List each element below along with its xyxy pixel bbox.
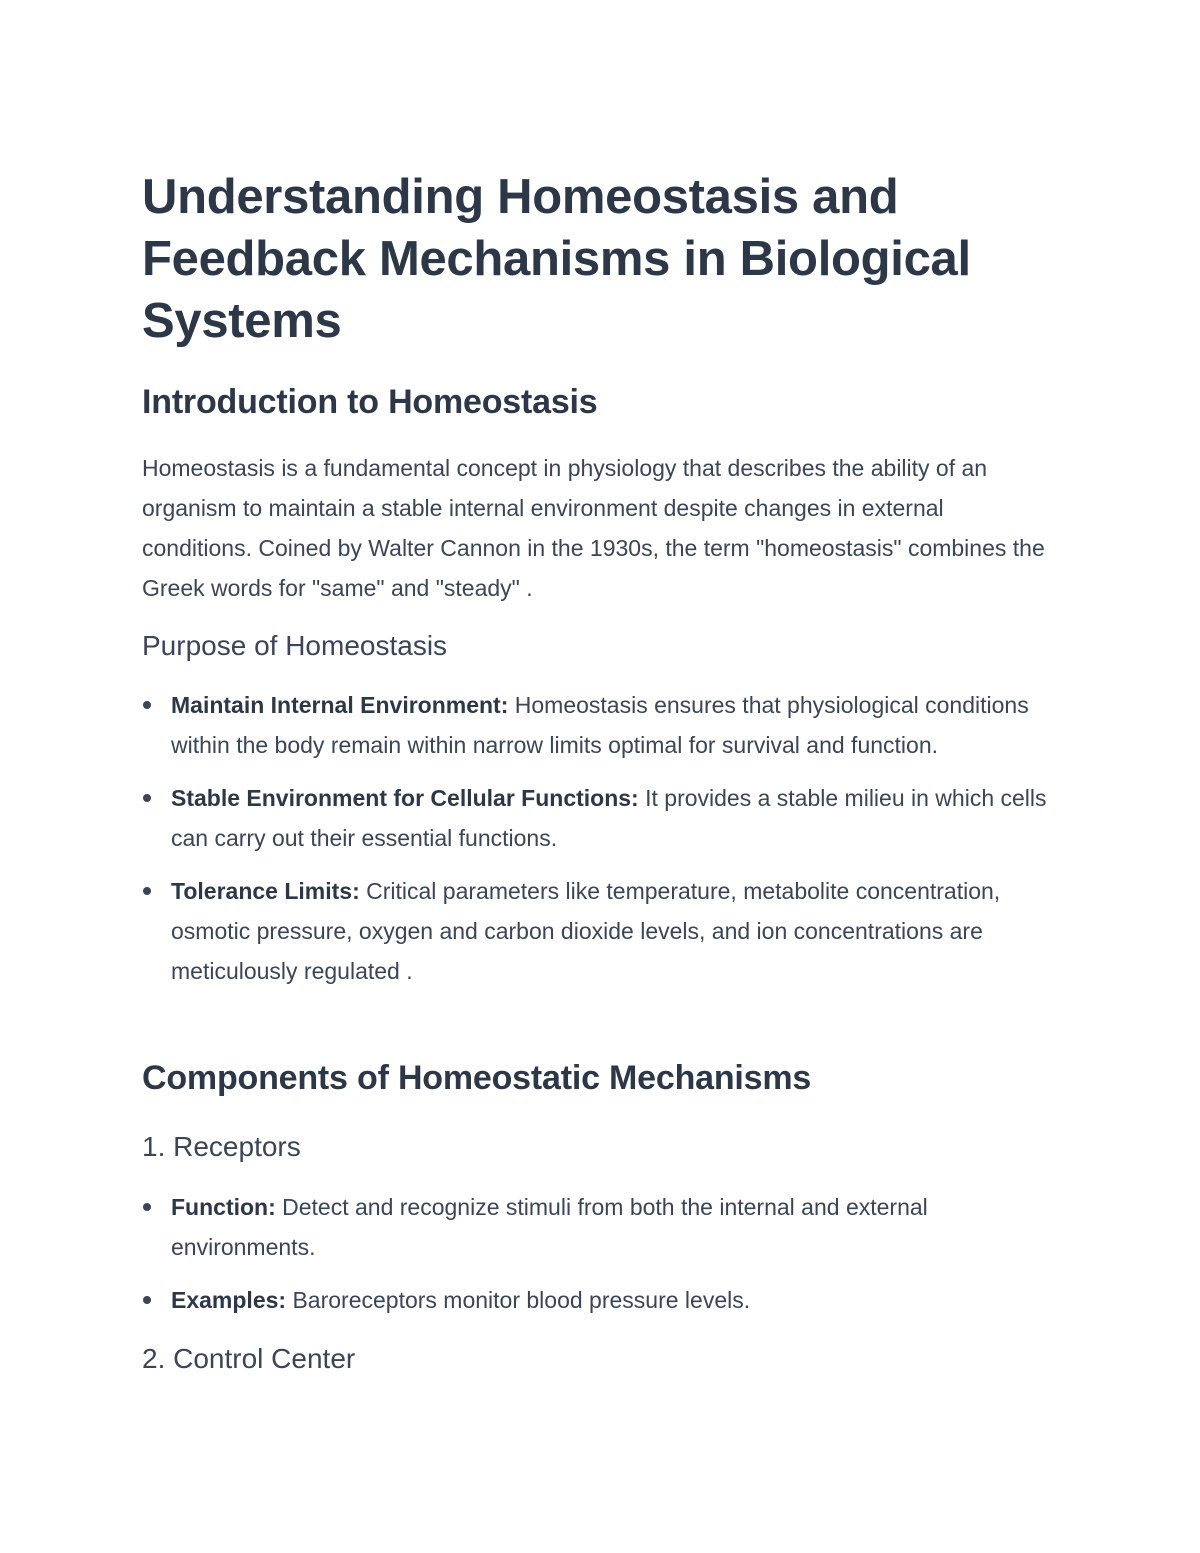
list-item [142, 1280, 1062, 1320]
list-item-text: Critical parameters like temperature, metabolite concentration, osmotic pressure, oxygen and carbon dioxide levels, and ion concentrations are meticulously regulated . [171, 878, 1001, 984]
section-heading-introduction: Introduction to Homeostasis [142, 383, 598, 421]
list-item-term: Stable Environment for Cellular Functions: [171, 785, 639, 811]
list-item [142, 871, 1062, 991]
subheading-purpose: Purpose of Homeostasis [142, 630, 448, 661]
bullet-icon [143, 701, 151, 709]
list-item-text: Homeostasis ensures that physiological conditions within the body remain within narrow limits optimal for survival and function. [171, 692, 1029, 758]
list-item [142, 778, 1062, 858]
purpose-list [142, 685, 1062, 1004]
list-item-term: Function: [171, 1194, 276, 1220]
intro-paragraph: Homeostasis is a fundamental concept in physiology that describes the ability of an organism to maintain a stable internal environment despite changes in external conditions. Coined by Walter Cannon in the 1930s, the term "homeostasis" combines the Greek words for "same" and "steady" . [142, 455, 1045, 601]
list-item-text: It provides a stable milieu in which cells can carry out their essential functions. [171, 785, 1047, 851]
bullet-icon [143, 794, 151, 802]
list-item-term: Maintain Internal Environment: [171, 692, 509, 718]
section-heading-components: Components of Homeostatic Mechanisms [142, 1059, 812, 1097]
list-item-term: Examples: [171, 1287, 287, 1313]
bullet-icon [143, 1296, 151, 1304]
list-item-text: Baroreceptors monitor blood pressure levels. [286, 1287, 751, 1313]
list-item-text: Detect and recognize stimuli from both the internal and external environments. [171, 1194, 928, 1260]
bullet-icon [143, 887, 151, 895]
list-item [142, 1187, 1062, 1267]
list-item-term: Tolerance Limits: [171, 878, 360, 904]
subheading-receptors: 1. Receptors [142, 1131, 301, 1162]
subheading-control-center: 2. Control Center [142, 1343, 356, 1374]
document-title: Understanding Homeostasis and Feedback Mechanisms in Biological Systems [142, 170, 971, 348]
bullet-icon [143, 1203, 151, 1211]
list-item [142, 685, 1062, 765]
receptors-list [142, 1187, 1062, 1333]
